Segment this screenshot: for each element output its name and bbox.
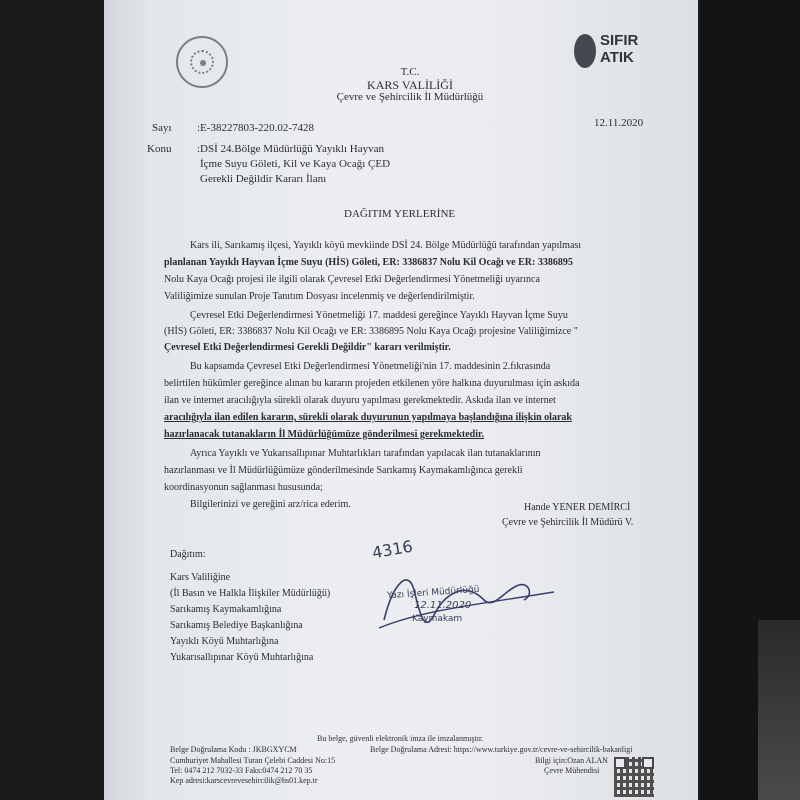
body-line: aracılığıyla ilan edilen kararın, sürekli olarak duyurunun yapılmaya başlandığına ilişkin olarak <box>164 412 572 423</box>
document-date: 12.11.2020 <box>594 117 644 129</box>
body-line: Bu kapsamda Çevresel Etki Değerlendirmesi Yönetmeliği'nin 17. maddesinin 2.fıkrasında <box>190 361 551 372</box>
distribution-item: Sarıkamış Belediye Başkanlığına <box>170 620 303 631</box>
konu-label: Konu <box>147 143 172 155</box>
distribution-item: (İl Basın ve Halkla İlişkiler Müdürlüğü) <box>170 588 331 599</box>
konu-line: :DSİ 24.Bölge Müdürlüğü Yayıklı Hayvan <box>197 143 384 155</box>
stamp-date: 12.11.2020 <box>414 600 472 611</box>
footer-info: Bilgi için:Ozan ALAN <box>535 756 608 765</box>
footer-engineer: Çevre Mühendisi <box>544 766 600 775</box>
distribution-item: Yukarısallıpınar Köyü Muhtarlığına <box>170 652 314 663</box>
body-line: ilan ve internet aracılığıyla sürekli olarak duyuru yapılması gerekmektedir. Askıda ilan ve internet <box>164 395 556 406</box>
body-line: Ayrıca Yayıklı ve Yukarısallıpınar Muhtarlıkları tarafından yapılacak ilan tutanaklarının <box>190 448 541 459</box>
konu-line: İçme Suyu Göleti, Kil ve Kaya Ocağı ÇED <box>200 158 391 170</box>
sayi-value: :E-38227803-220.02-7428 <box>197 122 315 134</box>
distribution-item: Yayıklı Köyü Muhtarlığına <box>170 636 279 647</box>
distribution-label: Dağıtım: <box>170 549 206 560</box>
footer-address: Cumhuriyet Mahallesi Turan Çelebi Caddesi No:15 <box>170 756 336 765</box>
body-line: (HİS) Göleti, ER: 3386837 Nolu Kil Ocağı ve ER: 3386895 Nolu Kaya Ocağı projesine Valiliğimizce " <box>164 326 578 337</box>
tc-label: T.C. <box>400 66 420 78</box>
stamp-line: Kaymakam <box>412 614 463 624</box>
body-line: koordinasyonun sağlanması hususunda; <box>164 482 323 493</box>
department-name: Çevre ve Şehircilik İl Müdürlüğü <box>336 91 484 103</box>
zero-waste-icon <box>574 34 596 68</box>
body-line: planlanan Yayıklı Hayvan İçme Suyu (HİS) Göleti, ER: 3386837 Nolu Kil Ocağı ve ER: 3386895 <box>164 257 573 268</box>
body-line: hazırlanması ve İl Müdürlüğümüze gönderilmesinde Sarıkamış Kaymakamlığınca gerekli <box>164 465 523 476</box>
konu-line: Gerekli Değildir Kararı İlanı <box>200 173 327 185</box>
body-line: Çevresel Etki Değerlendirmesi Gerekli Değildir" kararı verilmiştir. <box>164 342 451 353</box>
footer-phone: Tel: 0474 212 7032-33 Faks:0474 212 70 35 <box>170 766 313 775</box>
body-line: Kars ili, Sarıkamış ilçesi, Yayıklı köyü mevkiinde DSİ 24. Bölge Müdürlüğü tarafından yapılması <box>190 240 582 251</box>
document-page <box>104 0 698 800</box>
sayi-label: Sayı <box>152 122 172 134</box>
qr-code-icon <box>614 757 654 797</box>
logo-line-2: ATIK <box>600 49 634 66</box>
esign-note: Bu belge, güvenli elektronik imza ile imzalanmıştır. <box>317 734 484 743</box>
signer-name: Hande YENER DEMİRCİ <box>524 502 631 513</box>
distribution-item: Sarıkamış Kaymakamlığına <box>170 604 282 615</box>
state-seal-icon <box>176 36 228 88</box>
handwritten-number: 4316 <box>370 536 415 563</box>
logo-line-1: SIFIR <box>600 32 639 49</box>
signer-title: Çevre ve Şehircilik İl Müdürü V. <box>502 517 634 528</box>
footer-kep[interactable]: Kep adresi:karscevrevesehircilik@hs01.kep.tr <box>170 776 318 785</box>
verification-code: Belge Doğrulama Kodu : JKBGXYCM <box>170 745 297 754</box>
stamp-line: Yazı İşleri Müdürlüğü <box>386 584 480 602</box>
institution-name: KARS VALİLİĞİ <box>367 78 453 92</box>
sifir-atik-logo <box>574 28 644 72</box>
body-line: Çevresel Etki Değerlendirmesi Yönetmeliği 17. maddesi gereğince Yayıklı Hayvan İçme Suyu <box>190 310 568 321</box>
body-line: belirtilen hükümler gereğince alınan bu kararın projeden etkilenen yöre halkına duyurulması için askıda <box>164 378 580 389</box>
closing-line: Bilgilerinizi ve gereğini arz/rica ederim. <box>190 499 351 510</box>
recipient-heading: DAĞITIM YERLERİNE <box>344 208 456 220</box>
body-line: Nolu Kaya Ocağı projesi ile ilgili olarak Çevresel Etki Değerlendirmesi Yönetmeliği uyarınca <box>164 274 540 285</box>
body-line: hazırlanacak tutanakların İl Müdürlüğümüze gönderilmesi gerekmektedir. <box>164 429 485 440</box>
distribution-item: Kars Valiliğine <box>170 572 231 583</box>
handwritten-signature-icon <box>354 540 574 650</box>
background-shine <box>758 620 800 800</box>
body-line: Valiliğimize sunulan Proje Tanıtım Dosyası incelenmiş ve değerlendirilmiştir. <box>164 291 475 302</box>
verification-address[interactable]: Belge Doğrulama Adresi: https://www.turkiye.gov.tr/cevre-ve-sehircilik-bakanligi <box>370 745 633 754</box>
